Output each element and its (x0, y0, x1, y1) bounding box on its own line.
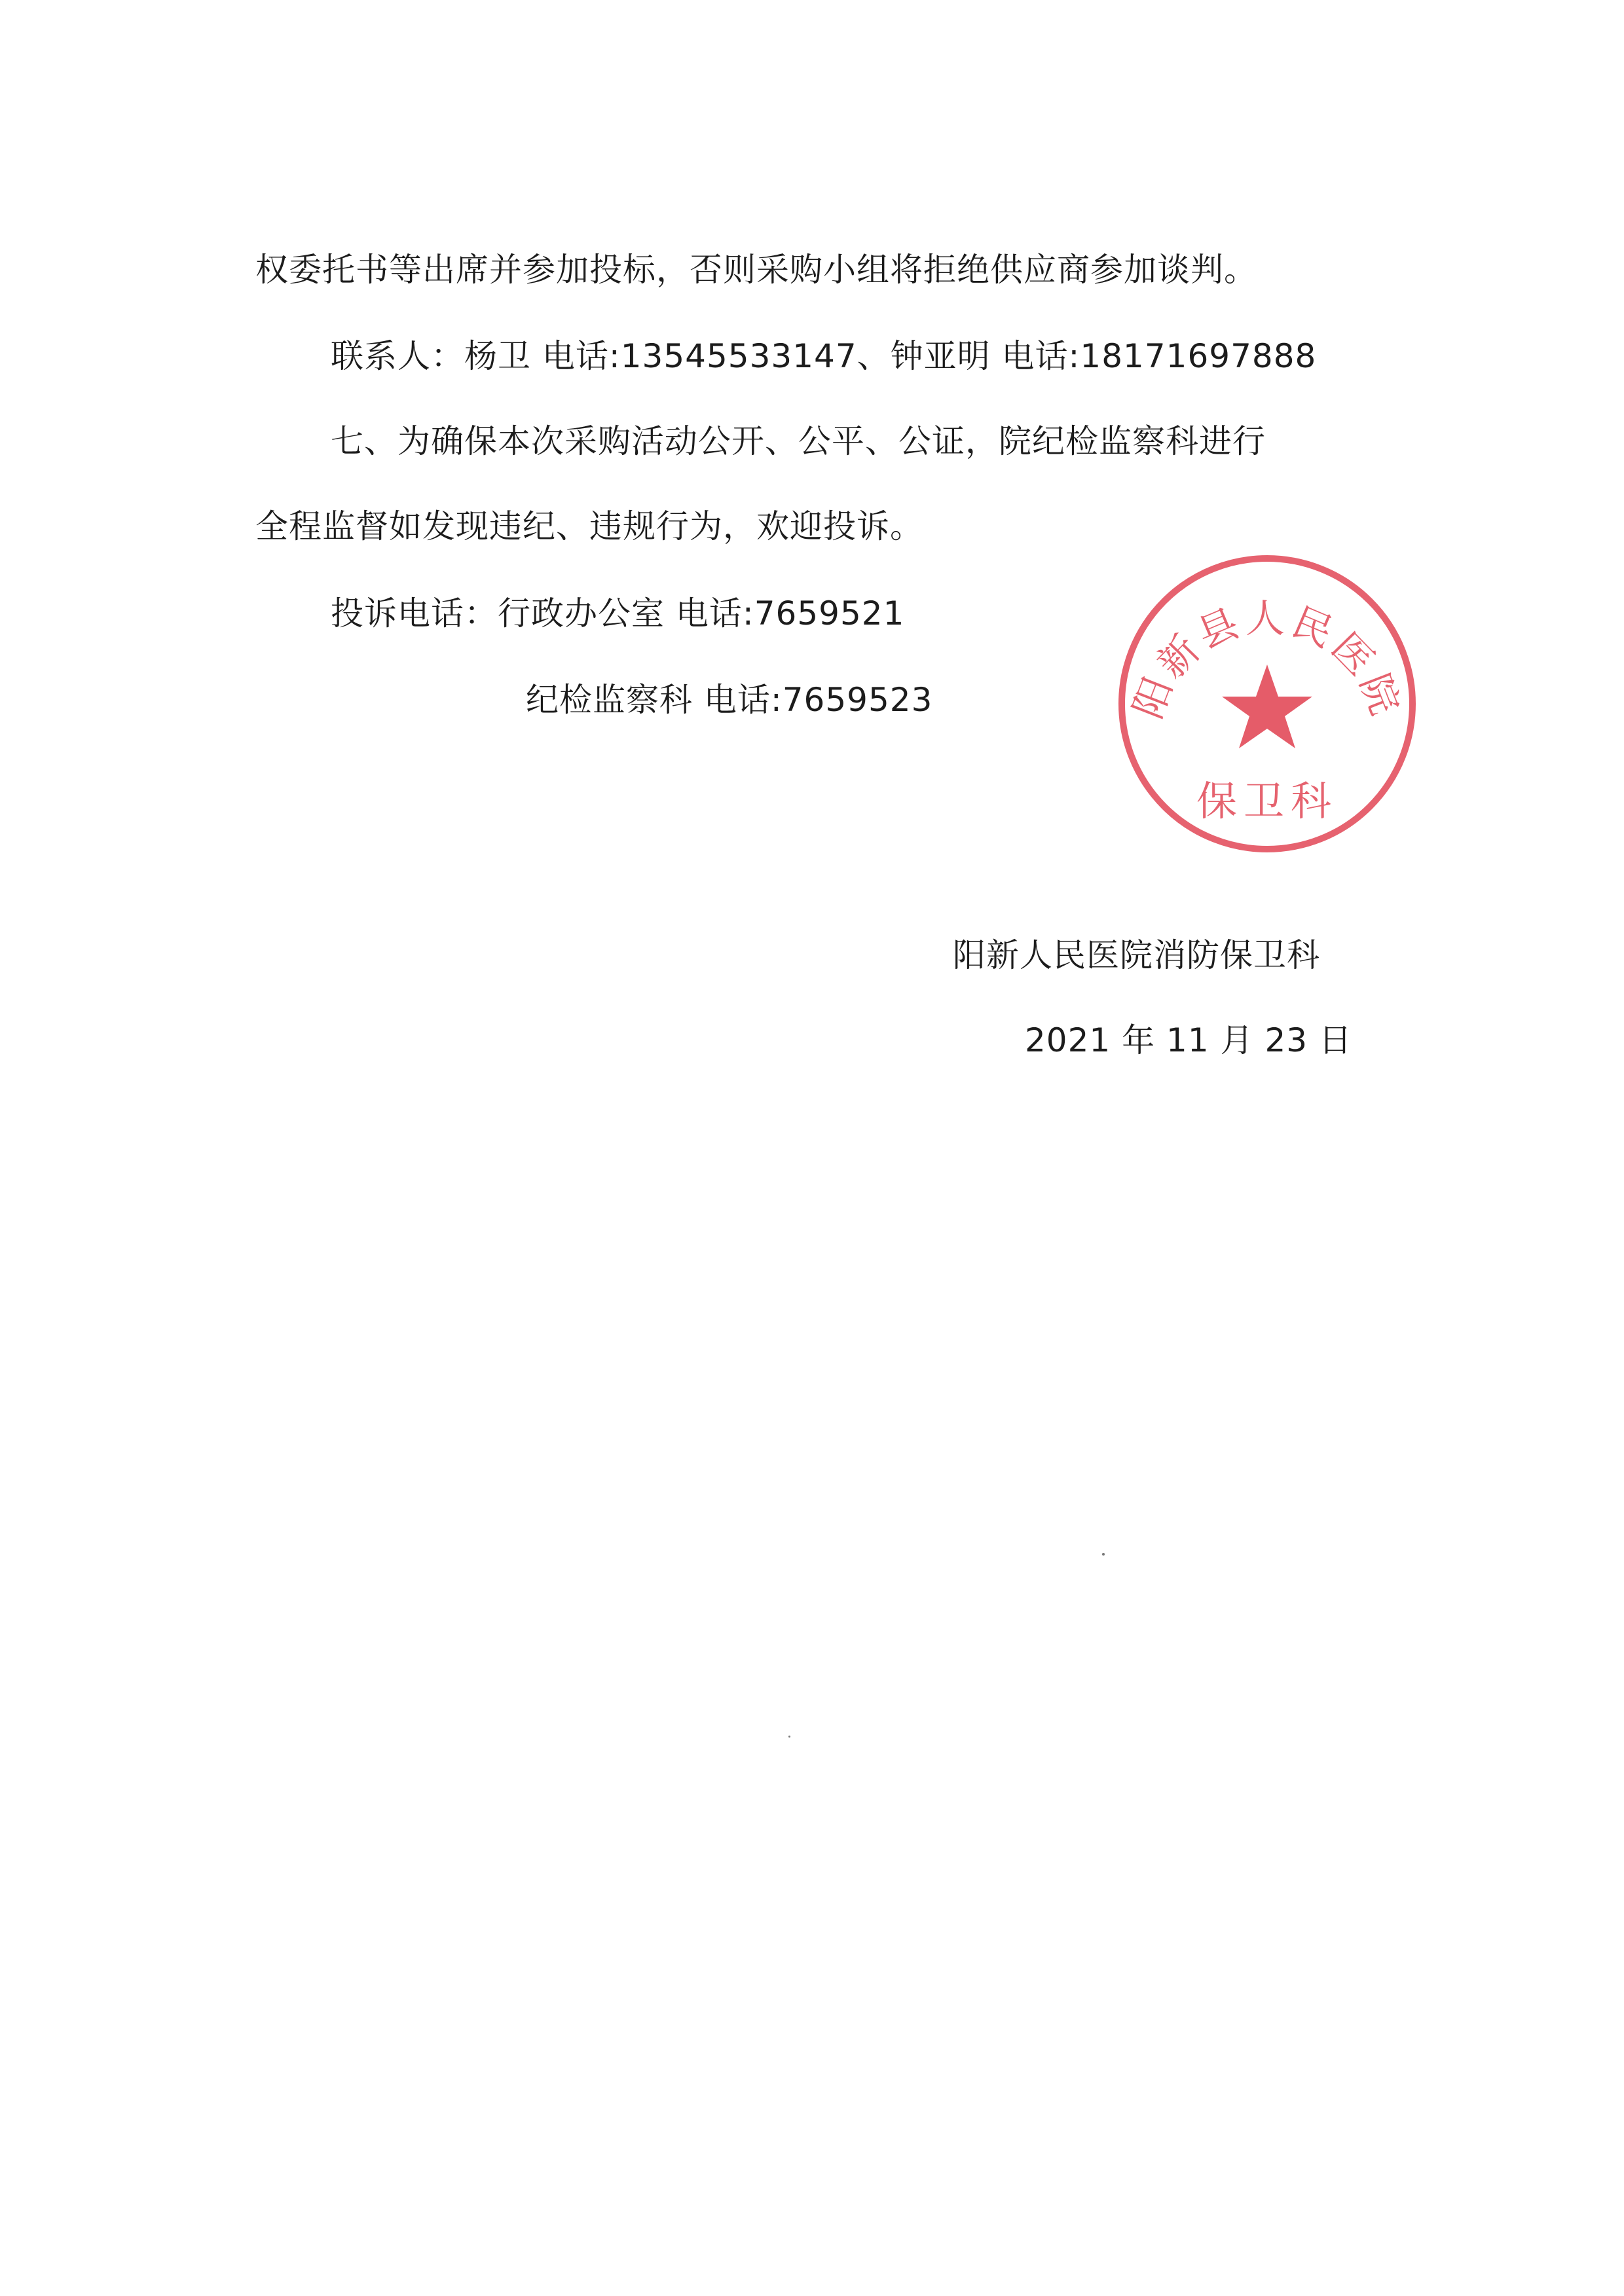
complaint-phone-office-line: 投诉电话：行政办公室 电话:7659521 (331, 594, 905, 632)
issuer-signature: 阳新人民医院消防保卫科 (953, 936, 1320, 974)
supervision-clause-line-1: 七、为确保本次采购活动公开、公平、公证，院纪检监察科进行 (331, 422, 1266, 460)
paragraph-line-1: 权委托书等出席并参加投标，否则采购小组将拒绝供应商参加谈判。 (255, 251, 1257, 289)
seal-top-text: 阳新县人民医院 (1124, 596, 1410, 725)
contact-persons-line: 联系人：杨卫 电话:13545533147、钟亚明 电话:18171697888 (331, 337, 1317, 375)
complaint-phone-discipline-line: 纪检监察科 电话:7659523 (526, 681, 933, 719)
scan-speck (788, 1736, 790, 1738)
star-icon (1222, 665, 1312, 748)
issue-date: 2021 年 11 月 23 日 (1025, 1021, 1352, 1059)
scan-speck (1102, 1553, 1105, 1556)
seal-graphic (1113, 550, 1421, 858)
supervision-clause-line-2: 全程监督如发现违纪、违规行为，欢迎投诉。 (255, 507, 923, 545)
seal-bottom-text: 保卫科 (1196, 777, 1338, 825)
official-seal (1113, 550, 1421, 858)
